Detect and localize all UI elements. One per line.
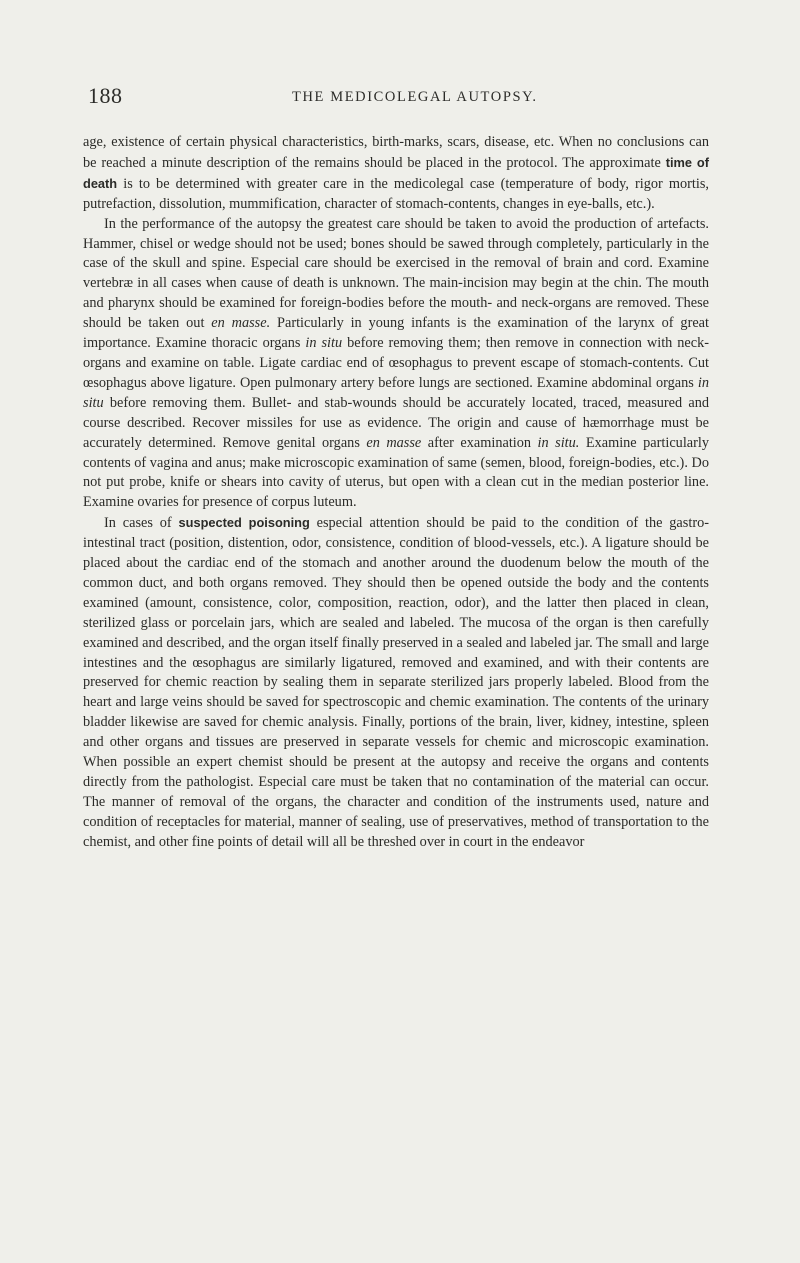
text-run: after examination	[421, 434, 538, 451]
body-text	[83, 133, 709, 853]
paragraph-2	[83, 215, 709, 514]
paragraph-3	[83, 513, 709, 852]
text-run: especial attention should be paid to the condition of the gastro-intestinal tract (position, distention, odor, consistence, condition of blood-vessels, etc.). A ligature should be placed about the cardiac end of the stomach and another around the duodenum below the mouth of the common duct, and both organs removed. They should then be opened outside the body and the contents examined (amount, consistence, color, composition, reaction, odor), and the latter then placed in clean, sterilized glass or porcelain jars, which are sealed and labeled. The mucosa of the organ is then carefully examined and described, and the organ itself finally preserved in a sealed and labeled jar. The small and large intestines and the œsophagus are similarly ligatured, removed and examined, and with their contents are preserved for chemic reaction by sealing them in separate sterilized jars properly labeled. Blood from the heart and large veins should be saved for spectroscopic and chemic examination. The contents of the urinary bladder likewise are saved for chemic analysis. Finally, portions of the brain, liver, kidney, intestine, spleen and other organs and tissues are preserved in separate vessels for chemic and microscopic examination. When possible an expert chemist should be present at the autopsy and receive the organs and contents directly from the pathologist. Especial care must be taken that no contamination of the material can occur. The manner of removal of the organs, the character and condition of the instruments used, nature and condition of receptacles for material, manner of sealing, use of preservatives, method of transportation to the chemist, and other fine points of detail will all be threshed over in court in the endeavor	[83, 515, 709, 850]
emphasis-phrase: time of death	[83, 154, 709, 191]
paragraph-1	[83, 133, 709, 215]
italic-phrase: in situ	[83, 374, 709, 411]
text-run: age, existence of certain physical characteristics, birth-marks, scars, disease, etc. When no conclusions can be reached a minute description of the remains should be placed in the protocol. The approximate	[83, 134, 709, 171]
text-run: Examine particularly contents of vagina and anus; make microscopic examination of same (semen, blood, foreign-bodies, etc.). Do not put probe, knife or shears into cavity of uterus, but open with a clean cut in the median posterior line. Examine ovaries for presence of corpus luteum.	[83, 434, 710, 511]
italic-phrase: en masse	[366, 434, 422, 451]
italic-phrase: in situ	[305, 335, 343, 352]
text-run: In cases of	[104, 515, 179, 532]
italic-phrase: en masse.	[211, 315, 271, 332]
running-head: THE MEDICOLEGAL AUTOPSY.	[292, 89, 538, 105]
text-run: In the performance of the autopsy the greatest care should be taken to avoid the production of artefacts. Hammer, chisel or wedge should not be used; bones should be sawed through completely, particularly in the case of the skull and spine. Especial care should be exercised in the removal of brain and cord. Examine vertebræ in all cases when cause of death is unknown. The main-incision may begin at the chin. The mouth and pharynx should be examined for foreign-bodies before the mouth- and neck-organs are removed. These should be taken out	[83, 215, 709, 332]
text-run: before removing them; then remove in connection with neck-organs and examine on table. Ligate cardiac end of œsophagus to prevent escape of stomach-contents. Cut œsophagus above ligature. Open pulmonary artery before lungs are sectioned. Examine abdominal organs	[83, 335, 710, 391]
italic-phrase: in situ.	[537, 434, 580, 451]
text-run: before removing them. Bullet- and stab-wounds should be accurately located, traced, measured and course described. Recover missiles for use as evidence. The origin and cause of hæmorrhage must be accurately determined. Remove genital organs	[83, 394, 709, 451]
text-run: Particularly in young infants is the examination of the larynx of great importance. Examine thoracic organs	[83, 315, 709, 352]
emphasis-phrase: suspected poisoning	[178, 515, 310, 531]
page-header	[88, 84, 726, 108]
text-run: is to be determined with greater care in the medicolegal case (temperature of body, rigor mortis, putrefaction, dissolution, mummification, character of stomach-contents, changes in eye-balls, etc.).	[83, 175, 709, 212]
page-number: 188	[88, 83, 123, 108]
